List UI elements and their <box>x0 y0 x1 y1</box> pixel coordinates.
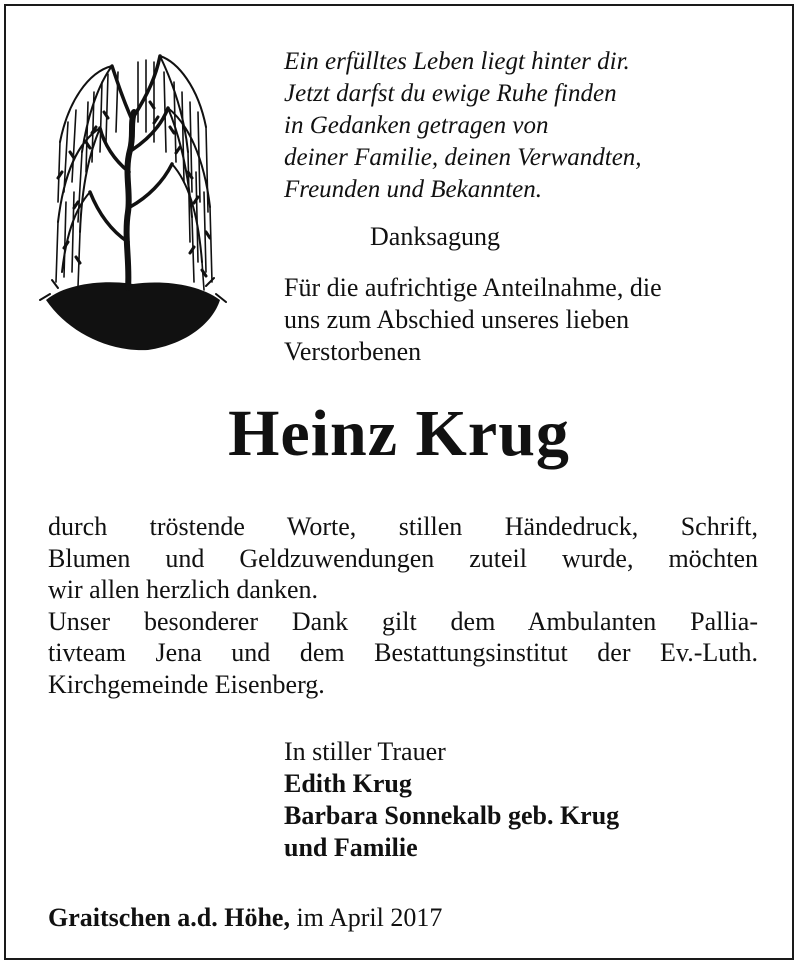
thanks-body <box>48 511 758 700</box>
poem-line: in Gedanken getragen von <box>284 112 549 139</box>
body-line: tivteam Jena und dem Bestattungsinstitut der Ev.-Luth. <box>48 638 758 667</box>
intro-text <box>284 272 774 368</box>
signature-name: und Familie <box>284 833 418 862</box>
place: Graitschen a.d. Höhe, <box>48 903 290 932</box>
heading-danksagung: Danksagung <box>370 222 500 251</box>
body-line: Blumen und Geldzuwendungen zuteil wurde, möchten <box>48 543 758 573</box>
poem-line: Jetzt darfst du ewige Ruhe finden <box>284 80 617 107</box>
date: im April 2017 <box>289 903 443 932</box>
intro-line: Verstorbenen <box>284 337 422 366</box>
place-date-line <box>48 902 442 934</box>
signature-intro: In stiller Trauer <box>284 737 446 766</box>
weeping-willow-tree-icon <box>38 32 228 362</box>
mourners-signature <box>284 736 784 864</box>
obituary-notice <box>4 4 794 960</box>
deceased-name: Heinz Krug <box>228 397 570 470</box>
intro-line: Für die aufrichtige Anteilnahme, die <box>284 273 662 302</box>
body-line: durch tröstende Worte, stillen Händedruck, Schrift, <box>48 512 758 541</box>
signature-name: Edith Krug <box>284 769 412 798</box>
body-line: wir allen herzlich danken. <box>48 575 318 604</box>
poem-line: deiner Familie, deinen Verwandten, <box>284 144 642 171</box>
body-line: Unser besonderer Dank gilt dem Ambulanten Pallia- <box>48 606 758 636</box>
signature-name: Barbara Sonnekalb geb. Krug <box>284 801 620 830</box>
poem-line: Ein erfülltes Leben liegt hinter dir. <box>284 48 630 75</box>
poem-verse <box>284 46 784 206</box>
poem-line: Freunden und Bekannten. <box>284 176 543 203</box>
body-line: Kirchgemeinde Eisenberg. <box>48 669 325 699</box>
intro-line: uns zum Abschied unseres lieben <box>284 305 630 334</box>
